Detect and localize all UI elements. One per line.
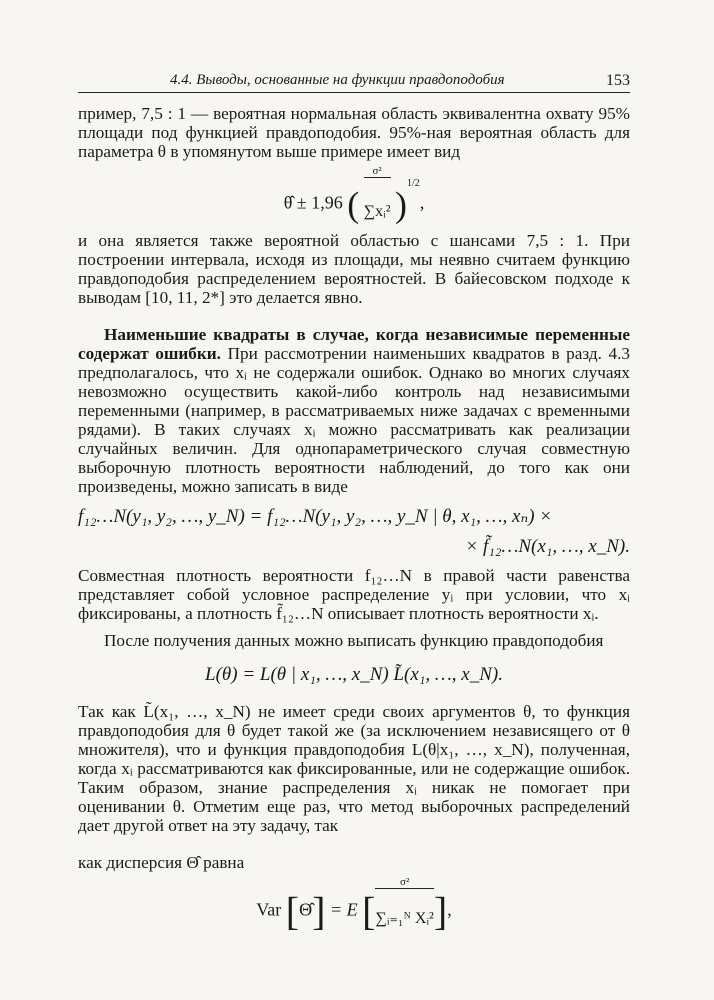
- running-header: [78, 70, 630, 93]
- page-number: 153: [606, 72, 630, 89]
- paragraph-1: пример, 7,5 : 1 — вероятная нормальная область эквивалентна охвату 95% площади под функцией правдоподобия. 95%-ная вероятная область для параметра θ в упомянутом выше примере имеет вид: [78, 104, 630, 161]
- formula-4-var: Var: [256, 899, 282, 920]
- left-bracket: [: [285, 888, 300, 934]
- left-bracket-2: [: [362, 888, 376, 934]
- section-heading: Наименьшие квадраты в случае, когда независимые переменные содержат ошибки.: [78, 325, 630, 363]
- formula-1-tail: ,: [419, 192, 425, 213]
- page-body: [78, 104, 630, 932]
- running-title: 4.4. Выводы, основанные на функции правдоподобия: [170, 72, 505, 88]
- paragraph-3-body: При рассмотрении наименьших квадратов в разд. 4.3 предполагалось, что xᵢ не содержали ошибок. Однако во многих случаях невозможно осуществить какой-либо контроль над независимыми переменными (например, в рассматриваемых ниже задачах с временными рядами). В таких случаях xᵢ можно рассматривать как реализации случайных величин. Для однопараметрического случая совместную выборочную плотность вероятности наблюдений, до того как они произведены, можно записать в виде: [78, 344, 630, 496]
- formula-confidence-interval: [78, 165, 630, 229]
- paragraph-5: После получения данных можно выписать функцию правдоподобия: [104, 631, 604, 650]
- right-paren: ): [395, 184, 408, 225]
- formula-4-numerator: σ²: [400, 876, 410, 888]
- formula-1-exponent: 1/2: [407, 177, 420, 189]
- formula-4-fraction: [375, 876, 433, 947]
- formula-joint-density-line-1: f₁₂…N(y₁, y₂, …, y_N) = f₁₂…N(y₁, y₂, …, y_N | θ, x₁, …, xₙ) ×: [78, 506, 553, 527]
- formula-4-tail: ,: [447, 899, 452, 920]
- formula-1-denominator: ∑xᵢ²: [364, 177, 391, 244]
- formula-variance: [78, 876, 630, 932]
- formula-1-fraction: [364, 165, 391, 244]
- formula-1-numerator: σ²: [372, 165, 382, 177]
- paragraph-3: [78, 325, 630, 496]
- paragraph-2: и она является также вероятной областью с шансами 7,5 : 1. При построении интервала, исходя из площади, мы неявно считаем функцию правдоподобия распределением вероятностей. В байесовском подходе к выводам [10, 11, 2*] это делается явно.: [78, 231, 630, 307]
- right-bracket: ]: [312, 888, 326, 934]
- formula-joint-density-line-2: × f̃₁₂…N(x₁, …, x_N).: [465, 536, 630, 557]
- paragraph-7: как дисперсия Θ̂ равна: [78, 853, 245, 872]
- right-bracket-2: ]: [433, 888, 448, 934]
- left-paren: (: [347, 184, 360, 225]
- formula-likelihood: L(θ) = L(θ | x₁, …, x_N) L̃(x₁, …, x_N).: [205, 664, 503, 685]
- formula-4-arg: Θ̂: [299, 899, 313, 920]
- paragraph-6: Так как L̃(x₁, …, x_N) не имеет среди своих аргументов θ, то функция правдоподобия для θ будет такой же (за исключением независящего от θ множителя), что и функция правдоподобия L(θ|x₁, …, x_N), полученная, когда xᵢ рассматриваются как фиксированные, или не содержащие ошибок. Таким образом, знание распределения xᵢ никак не помогает при оценивании θ. Отметим еще раз, что метод выборочных распределений дает другой ответ на эту задачу, так: [78, 702, 630, 835]
- paragraph-4: Совместная плотность вероятности f₁₂…N в правой части равенства представляет собой условное распределение yᵢ при условии, что xᵢ фиксированы, а плотность f̃₁₂…N описывает плотность вероятности xᵢ.: [78, 566, 630, 623]
- formula-1-lhs: θ̂ ± 1,96: [283, 192, 343, 213]
- formula-4-denominator: ∑ᵢ₌₁ᴺ Xᵢ²: [375, 888, 433, 947]
- formula-4-expectation: = E: [329, 899, 358, 920]
